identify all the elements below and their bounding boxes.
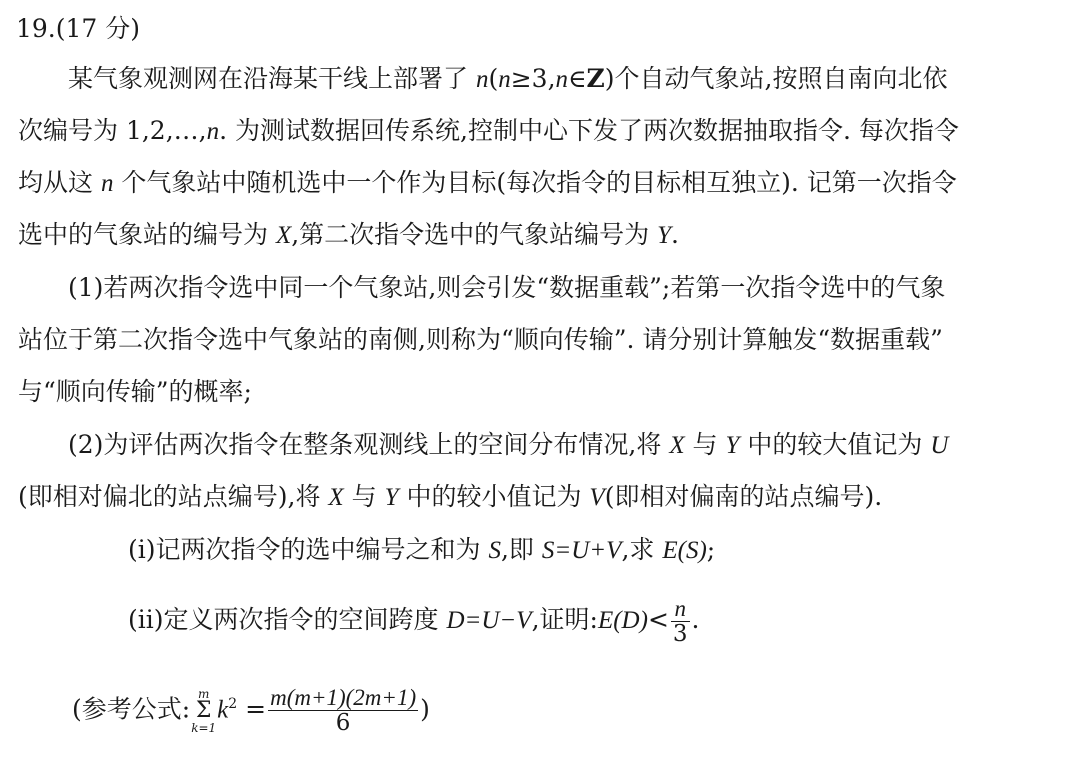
question-number: 19. [16,14,56,43]
part2-line-1: (2)为评估两次指令在整条观测线上的空间分布情况,将 X 与 Y 中的较大值记为 U [68,430,949,459]
subquestion-i: (ⅰ)记两次指令的选中编号之和为 S,即 S=U+V,求 E(S); [128,535,716,564]
question-points: (17 分) [55,14,141,43]
subquestion-ii: (ⅱ)定义两次指令的空间跨度 D=U−V,证明:E(D)< $\frac{n}{3}$ . [128,595,700,647]
part1-line-2: 站位于第二次指令选中气象站的南侧,则称为“顺向传输”. 请分别计算触发“数据重载” [18,325,943,354]
intro-line-3: 均从这 n 个气象站中随机选中一个作为目标(每次指令的目标相互独立). 记第一次指令 [18,168,957,197]
intro-line-2: 次编号为 1,2,…,n. 为测试数据回传系统,控制中心下发了两次数据抽取指令. 每次指令 [18,116,959,145]
intro-line-1: 某气象观测网在沿海某干线上部署了 n(n≥3,n∈Z)个自动气象站,按照自南向北依 [68,64,948,93]
summation-symbol: m Σ k=1 [191,686,217,735]
question-header [16,12,140,46]
part1-line-1: (1)若两次指令选中同一个气象站,则会引发“数据重载”;若第一次指令选中的气象 [68,273,946,302]
sum-formula-fraction: $\frac{m(m+1)(2m+1)}{6}$ [270,685,417,737]
intro-line-4: 选中的气象站的编号为 X,第二次指令选中的气象站编号为 Y. [18,220,679,249]
part2-line-2: (即相对偏北的站点编号),将 X 与 Y 中的较小值记为 V(即相对偏南的站点编号). [18,482,883,511]
part1-line-3: 与“顺向传输”的概率; [18,377,252,406]
n-over-3-fraction: $\frac{n}{3}$ [672,595,688,647]
reference-formula: (参考公式: m Σ k=1 $k^2$ = $\frac{m(m+1)(2m+1)}{6}$ ) [72,685,430,737]
